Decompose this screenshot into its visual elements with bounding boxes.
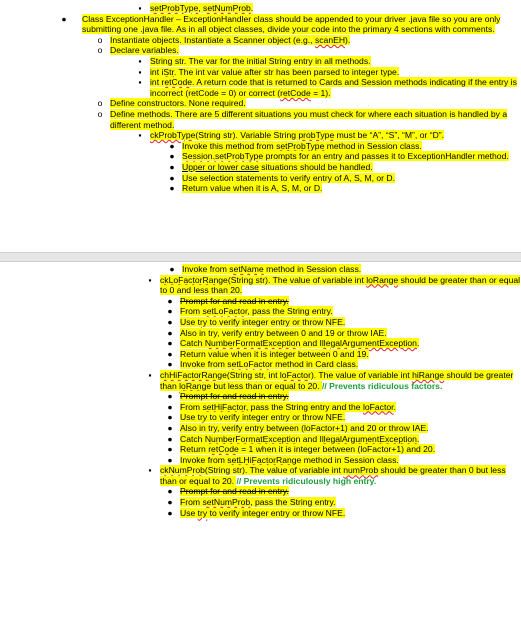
square-bullet-icon: ▪ — [138, 130, 142, 141]
list-item: ● Use selection statements to verify entry of A, S, M, or D. — [169, 172, 396, 183]
list-item: ● Session.setProbType prompts for an entry and passes it to ExceptionHandler method. — [169, 151, 509, 162]
list-item: ● Invoke from setLHiFactorRange method in Session class. — [167, 454, 399, 465]
list-item: ● Class ExceptionHandler – ExceptionHandler class should be appended to your driver .java file so you are only submitting one .java file. As in all object classes, divide your code into the primary 4 sections with comments. — [61, 13, 501, 35]
list-item: ▪ ckNumProb(String str). The value of variable int numProb should be greater than 0 but less than or equal to 20. // Prevents ridiculously high entry. — [160, 465, 521, 486]
list-item: ▪ setProbType, setNumProb. — [150, 3, 521, 14]
list-item: ● From setNumProb, pass the String entry. — [167, 497, 336, 508]
list-item: ● Catch NumberFormatException and IllegalArgumentException. — [167, 433, 420, 444]
square-bullet-icon: ▪ — [148, 465, 152, 476]
circle-bullet-icon: o — [97, 45, 103, 56]
list-item: ● Use try to verify integer entry or throw NFE. — [167, 507, 346, 518]
round-bullet-icon: ● — [167, 338, 173, 349]
list-item: ● Return value when it is integer between 0 and 19. — [167, 348, 369, 359]
document-page-2 — [0, 262, 521, 628]
list-item: ▪ chHiFactorRange(String str, int loFactor). The value of variable int hiRange should be greater than loRange but less than or equal to 20. // Prevents ridiculous factors. — [160, 370, 521, 391]
list-item: ● Invoke this method from setProbType method in Session class. — [169, 140, 422, 151]
round-bullet-icon: ● — [169, 183, 175, 194]
round-bullet-icon: ● — [167, 497, 173, 508]
square-bullet-icon: ▪ — [138, 66, 142, 77]
list-item: ● Upper or lower case situations should be handled. — [169, 161, 373, 172]
square-bullet-icon: ▪ — [138, 3, 142, 13]
round-bullet-icon: ● — [167, 359, 173, 370]
round-bullet-icon: ● — [169, 264, 175, 274]
round-bullet-icon: ● — [167, 295, 173, 306]
round-bullet-icon: ● — [167, 327, 173, 338]
list-item: o Define constructors. None required. — [97, 98, 246, 109]
round-bullet-icon: ● — [167, 391, 173, 402]
circle-bullet-icon: o — [97, 98, 103, 109]
round-bullet-icon: ● — [167, 486, 173, 497]
document-page-1 — [0, 0, 521, 252]
list-item: ● Prompt for and read in entry. — [167, 391, 289, 402]
round-bullet-icon: ● — [167, 316, 173, 327]
square-bullet-icon: ▪ — [148, 369, 152, 380]
list-item: ● Prompt for and read in entry. — [167, 486, 289, 497]
round-bullet-icon: ● — [169, 161, 175, 172]
round-bullet-icon: ● — [169, 140, 175, 151]
round-bullet-icon: ● — [167, 507, 173, 518]
list-item: ● Also in try, verify entry between (loFactor+1) and 20 or throw IAE. — [167, 422, 429, 433]
round-bullet-icon: ● — [167, 412, 173, 423]
list-item: o Instantiate objects. Instantiate a Scanner object (e.g., scanEH). — [97, 34, 351, 45]
square-bullet-icon: ▪ — [148, 274, 152, 285]
round-bullet-icon: ● — [167, 444, 173, 455]
list-item: ● Return retCode = 1 when it is integer between (loFactor+1) and 20. — [167, 444, 436, 455]
circle-bullet-icon: o — [97, 108, 103, 119]
list-item: ● Use try to verify integer entry or throw NFE. — [167, 316, 346, 327]
list-item: ● Use try to verify integer entry or throw NFE. — [167, 412, 346, 423]
list-item: ▪ String str. The var for the initial String entry in all methods. — [150, 56, 521, 67]
square-bullet-icon: ▪ — [138, 77, 142, 88]
list-item: ● Invoke from setLoFactor method in Card class. — [167, 359, 359, 370]
circle-bullet-icon: o — [97, 34, 103, 45]
list-item: ● Also in try, verify entry between 0 and 19 or throw IAE. — [167, 327, 387, 338]
round-bullet-icon: ● — [167, 401, 173, 412]
list-item: ● Prompt for and read in entry. — [167, 295, 289, 306]
list-item: ● Invoke from setName method in Session class. — [169, 264, 362, 274]
round-bullet-icon: ● — [167, 422, 173, 433]
list-item: ▪ int iStr. The int var value after str has been parsed to integer type. — [150, 67, 521, 78]
list-item: ● From setLoFactor, pass the String entry. — [167, 306, 333, 317]
list-item: ● Return value when it is A, S, M, or D. — [169, 183, 323, 194]
square-bullet-icon: ▪ — [138, 55, 142, 66]
round-bullet-icon: ● — [61, 13, 67, 24]
round-bullet-icon: ● — [167, 433, 173, 444]
list-item: ▪ ckProbType(String str). Variable String probType must be “A”, “S”, “M”, or “D”. — [150, 130, 521, 141]
round-bullet-icon: ● — [169, 151, 175, 162]
list-item: o Declare variables. — [97, 45, 179, 56]
round-bullet-icon: ● — [169, 172, 175, 183]
list-item: ● From setHiFactor, pass the String entry and the loFactor. — [167, 401, 396, 412]
round-bullet-icon: ● — [167, 306, 173, 317]
round-bullet-icon: ● — [167, 454, 173, 465]
list-item: o Define methods. There are 5 different situations you must check for where each situation is handled by a different method. — [97, 108, 508, 130]
round-bullet-icon: ● — [167, 348, 173, 359]
list-item: ▪ ckLoFactorRange(String str). The value of variable int loRange should be greater than or equal to 0 and less than 20. — [160, 275, 521, 296]
list-item: ▪ int retCode. A return code that is returned to Cards and Session methods indicating if the entry is incorrect (retCode = 0) or correct (retCode = 1). — [150, 77, 521, 98]
page-break-divider — [0, 252, 521, 262]
list-item: ● Catch NumberFormatException and IllegalArgumentException. — [167, 338, 420, 349]
